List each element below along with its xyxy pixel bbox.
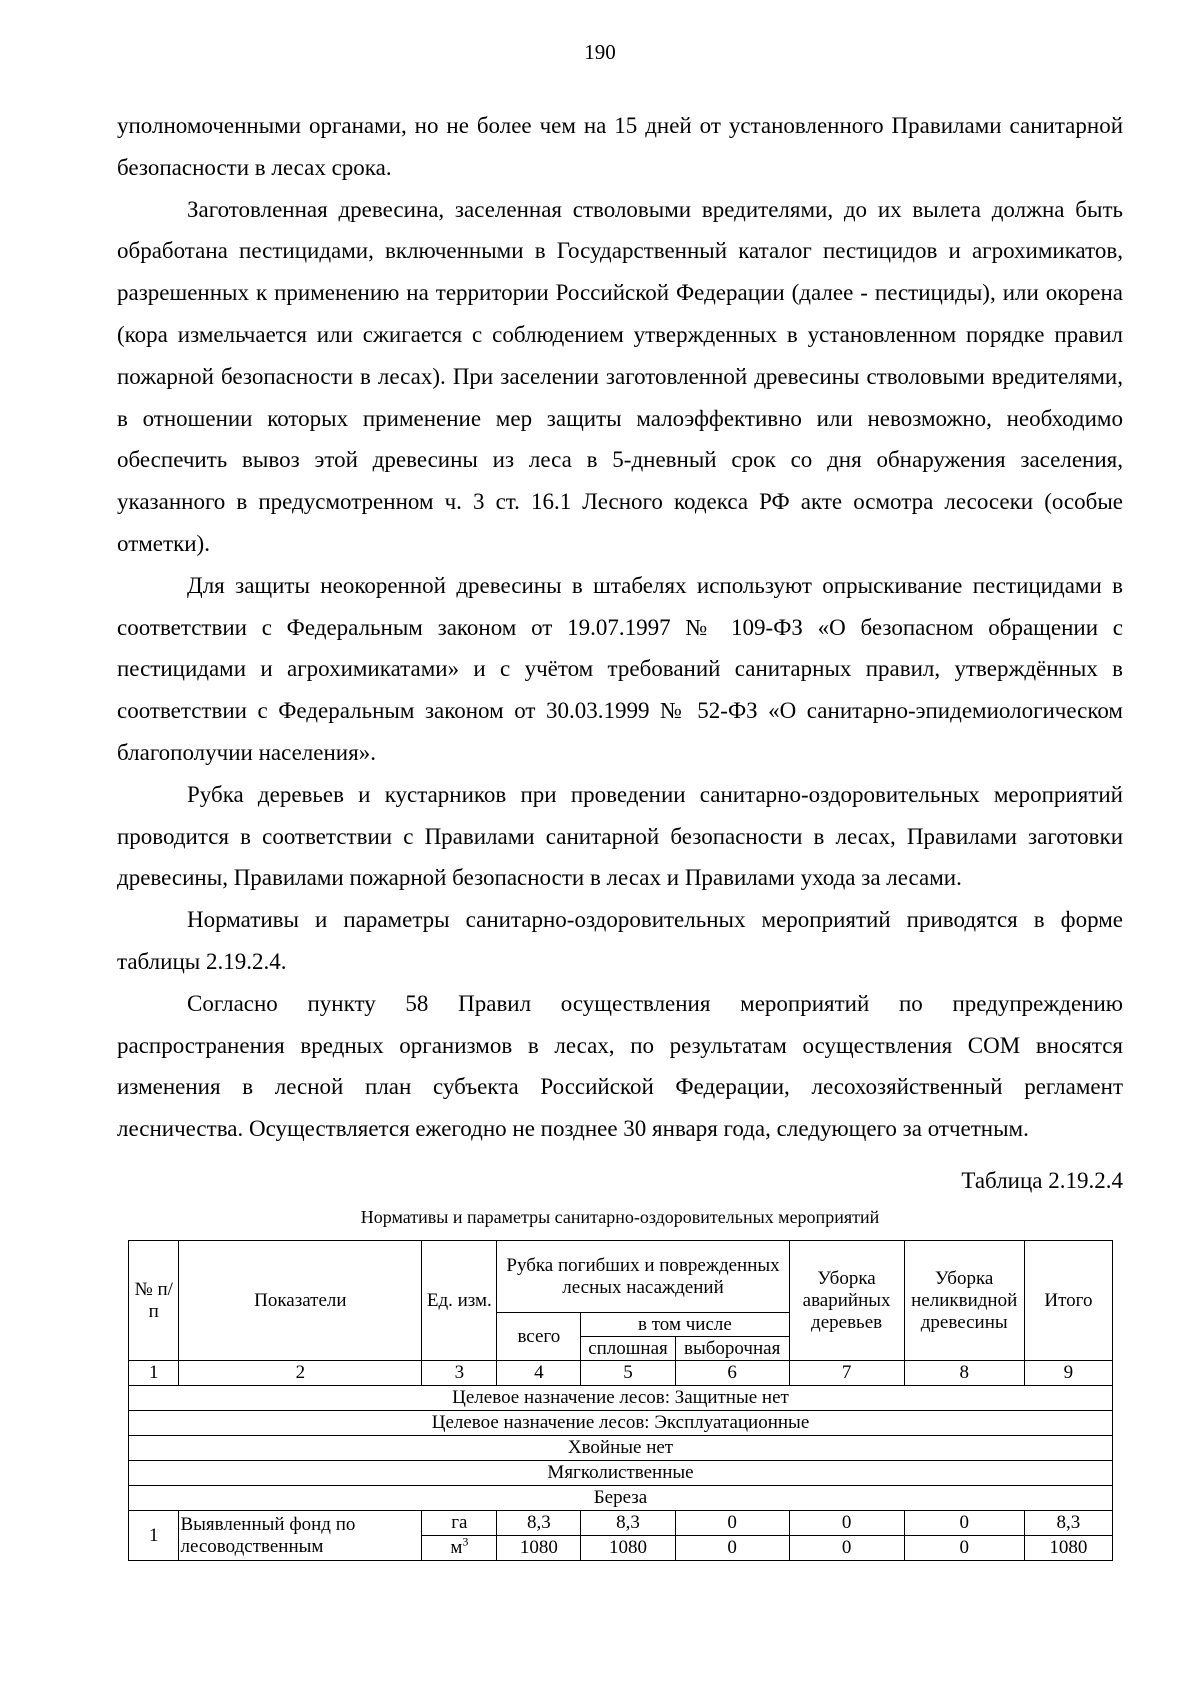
norms-table-wrapper (128, 1240, 1113, 1561)
row-indicator: Выявленный фонд по лесоводственным (179, 1511, 422, 1561)
header-including: в том числе (581, 1313, 789, 1337)
col-number: 1 (129, 1361, 179, 1386)
paragraph-6: Согласно пункту 58 Правил осуществления мероприятий по предупреждению распространения вредных организмов в лесах, по результатам осуществления СОМ вносятся изменения в лесной план субъекта Российской Федерации, лесохозяйственный регламент лесничества. Осуществляется ежегодно не позднее 30 января года, следующего за отчетным. (117, 990, 1123, 1142)
header-total: Итого (1024, 1241, 1112, 1361)
table-cell: 1080 (581, 1536, 676, 1561)
paragraph-4: Рубка деревьев и кустарников при проведении санитарно-оздоровительных мероприятий проводится в соответствии с Правилами санитарной безопасности в лесах, Правилами заготовки древесины, Правилами пожарной безопасности в лесах и Правилами ухода за лесами. (117, 781, 1123, 891)
section-row: Береза (129, 1486, 1113, 1511)
header-illiquid: Уборка неликвидной древесины (904, 1241, 1024, 1361)
paragraph-5: Нормативы и параметры санитарно-оздоровительных мероприятий приводятся в форме таблицы 2.19.2.4. (117, 907, 1123, 974)
section-row: Мягколиственные (129, 1461, 1113, 1486)
col-number: 6 (675, 1361, 789, 1386)
table-cell: 0 (675, 1511, 789, 1536)
table-cell: 0 (904, 1536, 1024, 1561)
table-reference: Таблица 2.19.2.4 (961, 1168, 1123, 1193)
header-selective: выборочная (675, 1337, 789, 1361)
row-unit-ha: га (422, 1511, 497, 1536)
header-unit: Ед. изм. (422, 1241, 497, 1361)
table-cell: 0 (789, 1511, 904, 1536)
table-cell: 8,3 (1024, 1511, 1112, 1536)
section-row: Целевое назначение лесов: Защитные нет (129, 1386, 1113, 1411)
paragraph-3: Для защиты неокоренной древесины в штабелях используют опрыскивание пестицидами в соответствии с Федеральным законом от 19.07.1997 № 109-ФЗ «О безопасном обращении с пестицидами и агрохимикатами» и с учётом требований санитарных правил, утверждённых в соответствии с Федеральным законом от 30.03.1999 № 52-ФЗ «О санитарно-эпидемиологическом благополучии населения». (117, 572, 1123, 765)
section-row: Хвойные нет (129, 1436, 1113, 1461)
table-cell: 8,3 (497, 1511, 581, 1536)
col-number: 9 (1024, 1361, 1112, 1386)
unit-m-superscript: 3 (462, 1535, 469, 1549)
table-caption: Нормативы и параметры санитарно-оздоровительных мероприятий (360, 1207, 880, 1227)
col-number: 2 (179, 1361, 422, 1386)
table-cell: 0 (675, 1536, 789, 1561)
table-cell: 1080 (497, 1536, 581, 1561)
col-number: 5 (581, 1361, 676, 1386)
paragraph-1: уполномоченными органами, но не более чем на 15 дней от установленного Правилами санитарной безопасности в лесах срока. (117, 113, 1123, 180)
section-row: Целевое назначение лесов: Эксплуатационные (129, 1411, 1113, 1436)
page-number: 190 (584, 40, 616, 64)
col-number: 4 (497, 1361, 581, 1386)
col-number: 7 (789, 1361, 904, 1386)
header-emergency: Уборка аварийных деревьев (789, 1241, 904, 1361)
unit-m: м (450, 1537, 463, 1558)
table-cell: 0 (789, 1536, 904, 1561)
header-num: № п/п (129, 1241, 179, 1361)
header-indicator: Показатели (179, 1241, 422, 1361)
table-cell: 0 (904, 1511, 1024, 1536)
row-num: 1 (129, 1511, 179, 1561)
row-unit-m3 (422, 1536, 497, 1561)
col-number: 8 (904, 1361, 1024, 1386)
header-felling: Рубка погибших и поврежденных лесных насаждений (497, 1241, 789, 1313)
norms-table (128, 1240, 1113, 1561)
paragraph-2: Заготовленная древесина, заселенная стволовыми вредителями, до их вылета должна быть обработана пестицидами, включенными в Государственный каталог пестицидов и агрохимикатов, разрешенных к применению на территории Российской Федерации (далее - пестициды), или окорена (кора измельчается или сжигается с соблюдением утвержденных в установленном порядке правил пожарной безопасности в лесах). При заселении заготовленной древесины стволовыми вредителями, в отношении которых применение мер защиты малоэффективно или невозможно, необходимо обеспечить вывоз этой древесины из леса в 5-дневный срок со дня обнаружения заселения, указанного в предусмотренном ч. 3 ст. 16.1 Лесного кодекса РФ акте осмотра лесосеки (особые отметки). (117, 196, 1123, 556)
table-cell: 1080 (1024, 1536, 1112, 1561)
header-total-all: всего (497, 1313, 581, 1361)
table-cell: 8,3 (581, 1511, 676, 1536)
header-clear: сплошная (581, 1337, 676, 1361)
body-text (117, 105, 1123, 1150)
col-number: 3 (422, 1361, 497, 1386)
